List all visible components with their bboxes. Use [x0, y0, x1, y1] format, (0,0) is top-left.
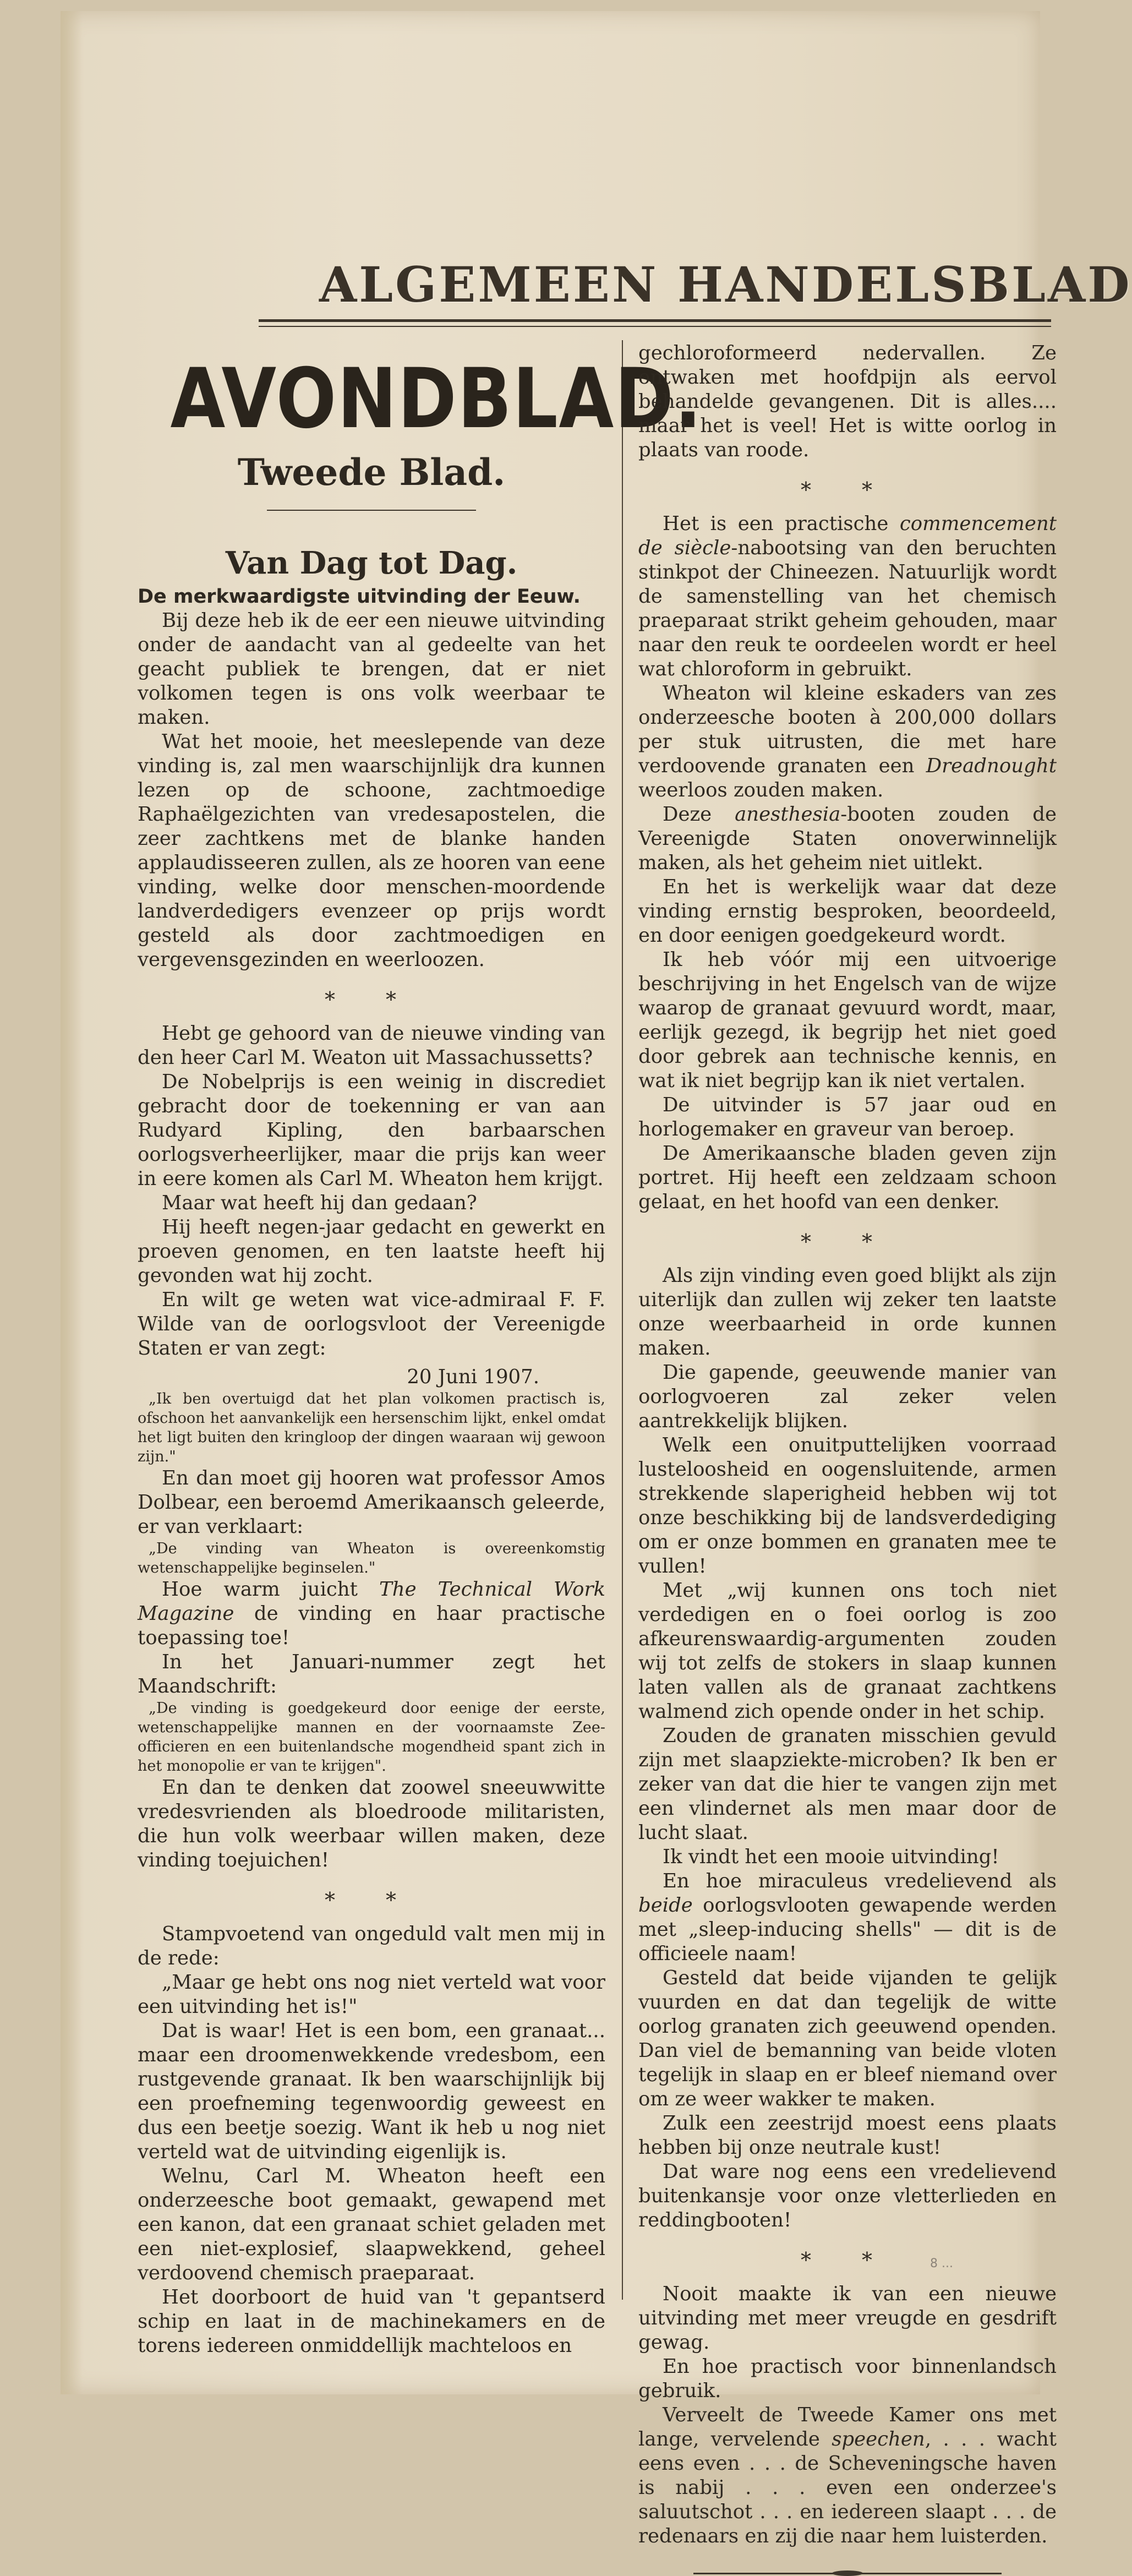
paragraph: De Amerikaansche bladen geven zijn portret. Hij heeft een zeldzaam schoon gelaat, en het hoofd van een denker.: [638, 1142, 1057, 1213]
paragraph: Die gapende, geeuwende manier van oorlogvoeren zal zeker velen aantrekkelijk blijken.: [638, 1361, 1057, 1432]
paragraph: Het doorboort de huid van 't gepantserd schip en laat in de machinekamers en de torens iedereen onmiddellijk machteloos en: [138, 2286, 605, 2357]
quote-date: 20 Juni 1907.: [407, 1366, 539, 1388]
emphasis: anesthesia: [735, 803, 841, 826]
paragraph: Stampvoetend van ongeduld valt men mij in de rede:: [138, 1923, 605, 1969]
end-ornament-rule: [693, 2570, 1002, 2576]
text-run: Hoe warm juicht: [162, 1578, 380, 1601]
paragraph: Ik vindt het een mooie uitvinding!: [663, 1846, 999, 1868]
edition-subtitle: Tweede Blad.: [237, 451, 506, 494]
paragraph: gechloroformeerd nedervallen. Ze ontwaken met hoofdpijn als eervol behandelde gevangenen. Dit is alles.... maar het is veel! Het is witte oorlog in plaats van roode.: [638, 342, 1057, 461]
paragraph: Als zijn vinding even goed blijkt als zijn uiterlijk dan zullen wij zeker ten laatste onze weerbaarheid in orde kunnen maken.: [638, 1264, 1057, 1360]
paragraph: Hebt ge gehoord van de nieuwe vinding van den heer Carl M. Weaton uit Massachussetts?: [138, 1022, 605, 1069]
paragraph: De uitvinder is 57 jaar oud en horlogemaker en graveur van beroep.: [638, 1094, 1057, 1140]
newspaper-page: [61, 11, 1132, 2547]
paragraph: De Nobelprijs is een weinig in discrediet gebracht door de toekenning er van aan Rudyard Kipling, den barbaarschen oorlogsverheerlijker, maar die prijs kan weer in eere komen als Carl M. Wheaton hem krijgt.: [138, 1071, 605, 1190]
masthead-rule: [259, 319, 1051, 322]
quote: „De vinding is goedgekeurd door eenige der eerste, wetenschappelijke mannen en der voornaamste Zee-officieren en een buitenlandsche mogendheid spant zich in het monopolie er van te krijgen".: [138, 1700, 605, 1775]
asterism: * *: [800, 2248, 895, 2272]
paragraph: Wat het mooie, het meeslepende van deze vinding is, zal men waarschijnlijk dra kunnen lezen op de schoone, zachtmoedige Raphaëlgezichten van vredesapostelen, die zeer zachtkens met de blanke handen applaudisseeren zullen, als ze hooren van eene vinding, welke door menschen-moordende landverdedigers evenzeer op prijs wordt gesteld als door zachtmoedigen en vergevensgezinden en weerloozen.: [138, 730, 605, 971]
emphasis: Dreadnought: [926, 755, 1057, 777]
emphasis: commencement de siècle: [638, 512, 1057, 559]
asterism: * *: [800, 1230, 895, 1254]
quote: „De vinding van Wheaton is overeenkomstig wetenschappelijke beginselen.": [138, 1540, 605, 1576]
paragraph: [638, 803, 1057, 875]
text-run: oorlogsvlooten gewapende werden met „sleep-inducing shells" — dit is de officieele naam!: [638, 1894, 1057, 1965]
paragraph: Gesteld dat beide vijanden te gelijk vuurden en dat dan tegelijk de witte oorlog granaten zich geeuwend openden. Dan viel de bemanning van beide vloten tegelijk in slaap en er bleef niemand over om ze weer wakker te maken.: [638, 1967, 1057, 2110]
quote: „Ik ben overtuigd dat het plan volkomen practisch is, ofschoon het aanvankelijk een hersenschim lijkt, enkel omdat het ligt buiten den kringloop der dingen waaraan wij gewoon zijn.": [138, 1390, 605, 1465]
title-rule: [267, 510, 476, 511]
paragraph: [638, 681, 1057, 803]
paragraph: En wilt ge weten wat vice-admiraal F. F. Wilde van de oorlogsvloot der Vereenigde Staten er van zegt:: [138, 1289, 605, 1360]
paragraph: Hij heeft negen-jaar gedacht en gewerkt en proeven genomen, en ten laatste heeft hij gevonden wat hij zocht.: [138, 1216, 605, 1287]
paragraph: Welnu, Carl M. Wheaton heeft een onderzeesche boot gemaakt, gewapend met een kanon, dat een granaat schiet geladen met een niet-explosief, slaapwekkend, geheel verdoovend chemisch praeparaat.: [138, 2165, 605, 2284]
paragraph: En dan moet gij hooren wat professor Amos Dolbear, een beroemd Amerikaansch geleerde, er van verklaart:: [138, 1467, 605, 1538]
right-column: [638, 341, 1057, 2576]
column-divider: [622, 340, 623, 2300]
magazine-name: The Technical Work Magazine: [138, 1578, 605, 1625]
paragraph: En hoe practisch voor binnenlandsch gebruik.: [638, 2355, 1057, 2402]
paragraph: Ik heb vóór mij een uitvoerige beschrijving in het Engelsch van de wijze waarop de granaat gevuurd wordt, maar, eerlijk gezegd, ik begrijp het niet goed door gebrek aan technische kennis, en wat ik niet begrijp kan ik niet vertalen.: [638, 948, 1057, 1092]
column-title: Van Dag tot Dag.: [225, 545, 518, 581]
paragraph: Dat ware nog eens een vredelievend buitenkansje voor onze vletterlieden en reddingbooten!: [638, 2160, 1057, 2231]
asterism: * *: [324, 1888, 419, 1912]
text-run: Deze: [663, 803, 735, 826]
paragraph: Zulk een zeestrijd moest eens plaats hebben bij onze neutrale kust!: [638, 2112, 1057, 2159]
paragraph: En het is werkelijk waar dat deze vinding ernstig besproken, beoordeeld, en door eenigen goedgekeurd wordt.: [638, 876, 1057, 947]
paragraph: Bij deze heb ik de eer een nieuwe uitvinding onder de aandacht van al gedeelte van het geacht publiek te brengen, dat er niet volkomen tegen is ons volk weerbaar te maken.: [138, 609, 605, 729]
paragraph: Nooit maakte ik van een nieuwe uitvinding met meer vreugde en gesdrift gewag.: [638, 2283, 1057, 2354]
paragraph: Maar wat heeft hij dan gedaan?: [162, 1192, 477, 1214]
paragraph: Dat is waar! Het is een bom, een granaat... maar een droomenwekkende vredesbom, een rustgevende granaat. Ik ben waarschijnlijk bij een proefneming tegenwoordig geweest en dus een beetje soezig. Want ik heb u nog niet verteld wat de uitvinding eigenlijk is.: [138, 2020, 605, 2163]
pencil-note: 8 ...: [930, 2257, 953, 2271]
paragraph: [638, 1869, 1057, 1966]
masthead-rule-thin: [259, 326, 1051, 327]
paragraph: [138, 1578, 605, 1650]
text-run: , . . . wacht eens even . . . de Scheveningsche haven is nabij . . . even een onderzee's saluutschot . . . en iedereen slaapt . . . de redenaars en zij die naar hem luisterden.: [638, 2428, 1057, 2547]
text-run: Het is een practische: [663, 512, 900, 535]
paragraph: „Maar ge hebt ons nog niet verteld wat voor een uitvinding het is!": [138, 1971, 605, 2018]
masthead: ALGEMEEN HANDELSBLAD: [319, 256, 1132, 313]
asterism: * *: [324, 987, 419, 1012]
paragraph: Welk een onuitputtelijken voorraad lusteloosheid en oogensluitende, armen strekkende slaperigheid hebben wij tot onze beschikking bij de landsverdediging om er onze bommen en granaten mee te vullen!: [638, 1434, 1057, 1578]
text-run: Wheaton wil kleine eskaders van zes onderzeesche booten à 200,000 dollars per stuk uitrusten, die met hare verdoovende granaten een: [638, 682, 1057, 777]
asterism: * *: [800, 478, 895, 502]
paragraph: [638, 2403, 1057, 2548]
paragraph: En dan te denken dat zoowel sneeuwwitte vredesvrienden als bloedroode militaristen, die hun volk weerbaar willen maken, deze vinding toejuichen!: [138, 1776, 605, 1871]
text-run: En hoe miraculeus vredelievend als: [663, 1870, 1057, 1892]
text-run: weerloos zouden maken.: [638, 779, 884, 801]
paragraph: Zouden de granaten misschien gevuld zijn met slaapziekte-microben? Ik ben er zeker van dat die hier te vangen zijn met een vlindernet als men maar door de lucht slaat.: [638, 1724, 1057, 1844]
article-subhead: De merkwaardigste uitvinding der Eeuw.: [138, 586, 581, 608]
paragraph: [638, 512, 1057, 681]
edition-title: AVONDBLAD.: [170, 351, 703, 447]
emphasis: speechen: [832, 2428, 925, 2451]
paragraph: In het Januari-nummer zegt het Maandschrift:: [138, 1651, 605, 1698]
text-run: -nabootsing van den beruchten stinkpot der Chineezen. Natuurlijk wordt de samenstelling van het chemisch praeparaat strikt geheim gehouden, maar naar den reuk te oordeelen wordt er heel wat chloroform in gebruikt.: [638, 537, 1057, 680]
text-run: de vinding en haar practische toepassing toe!: [138, 1602, 605, 1649]
text-run: Verveelt de Tweede Kamer ons met lange, vervelende: [638, 2404, 1057, 2451]
emphasis: beide: [638, 1894, 693, 1917]
text-run: -booten zouden de Vereenigde Staten onoverwinnelijk maken, als het geheim niet uitlekt.: [638, 803, 1057, 874]
paragraph: Met „wij kunnen ons toch niet verdedigen en o foei oorlog is zoo afkeurenswaardig-argumenten zouden wij tot zelfs de stokers in slaap kunnen laten vallen als de granaat zachtkens walmend zich opende onder in het schip.: [638, 1579, 1057, 1723]
